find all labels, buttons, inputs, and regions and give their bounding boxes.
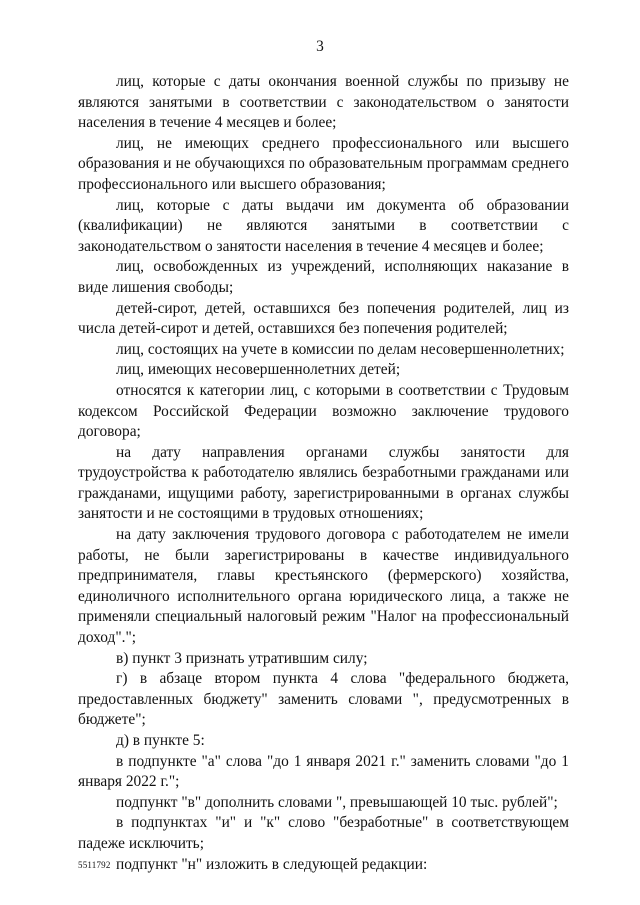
paragraph: на дату направления органами службы занятости для трудоустройства к работодателю являлись безработными гражданами или гражданами, ищущими работу, зарегистрированными в органах службы занятости и не состоящими в трудовых отношениях; bbox=[78, 443, 569, 523]
paragraph: детей-сирот, детей, оставшихся без попечения родителей, лиц из числа детей-сирот и детей, оставшихся без попечения родителей; bbox=[78, 299, 569, 338]
paragraph: лиц, освобожденных из учреждений, исполняющих наказание в виде лишения свободы; bbox=[78, 258, 569, 296]
paragraph: лиц, имеющих несовершеннолетних детей; bbox=[116, 361, 401, 379]
page-number: 3 bbox=[316, 38, 324, 55]
paragraph: лиц, состоящих на учете в комиссии по делам несовершеннолетних; bbox=[116, 340, 565, 358]
paragraph: на дату заключения трудового договора с работодателем не имели работы, не были зарегистрированы в качестве индивидуального предпринимателя, главы крестьянского (фермерского) хозяйства, единоличного исполнительного органа юридического лица, а также не применяли специальный налоговый режим "Налог на профессиональный доход"."; bbox=[78, 526, 569, 647]
document-body bbox=[78, 72, 569, 875]
paragraph: подпункт "в" дополнить словами ", превышающей 10 тыс. рублей"; bbox=[116, 793, 558, 811]
paragraph: относятся к категории лиц, с которыми в соответствии с Трудовым кодексом Российской Федерации возможно заключение трудового договора; bbox=[78, 381, 569, 441]
paragraph: лиц, которые с даты окончания военной службы по призыву не являются занятыми в соответствии с законодательством о занятости населения в течение 4 месяцев и более; bbox=[78, 73, 569, 132]
paragraph: лиц, которые с даты выдачи им документа об образовании (квалификации) не являются занятыми в соответствии с законодательством о занятости населения в течение 4 месяцев и более; bbox=[78, 196, 569, 255]
paragraph: в) пункт 3 признать утратившим силу; bbox=[116, 649, 368, 667]
paragraph: д) в пункте 5: bbox=[116, 732, 205, 749]
paragraph: подпункт "н" изложить в следующей редакции: bbox=[116, 855, 428, 873]
paragraph: в подпунктах "и" и "к" слово "безработные" в соответствующем падеже исключить; bbox=[78, 814, 569, 852]
paragraph: лиц, не имеющих среднего профессионального или высшего образования и не обучающихся по образовательным программам среднего профессионального или высшего образования; bbox=[78, 134, 569, 193]
document-code: 5511792 bbox=[78, 860, 111, 870]
paragraph: в подпункте "а" слова "до 1 января 2021 г." заменить словами "до 1 января 2022 г."; bbox=[78, 752, 569, 791]
paragraph: г) в абзаце втором пункта 4 слова "федерального бюджета, предоставленных бюджету" заменить словами ", предусмотренных в бюджете"; bbox=[78, 670, 569, 729]
